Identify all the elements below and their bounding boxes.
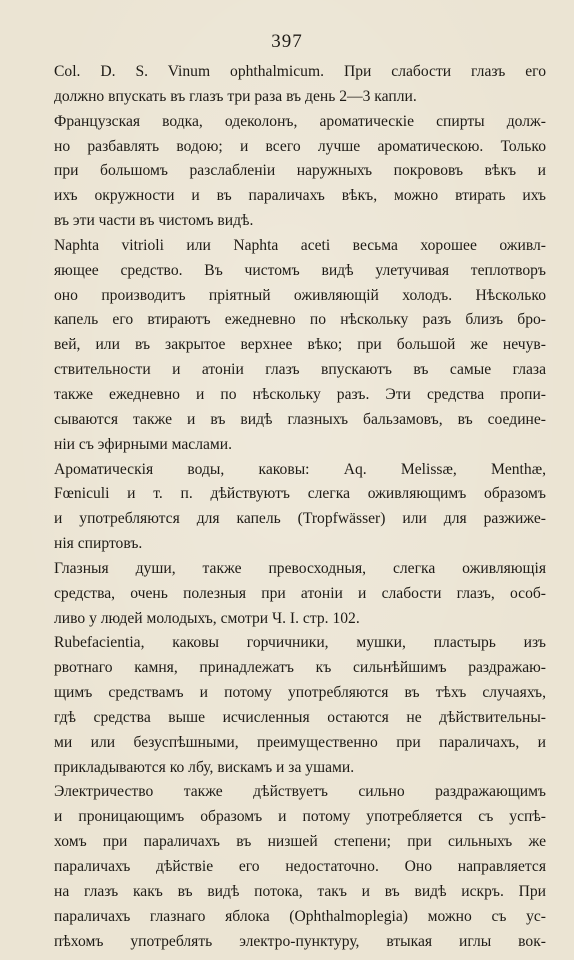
text-line: средства, очень полезныя при атоніи и слабости глазъ, особ- — [54, 584, 546, 602]
text-line: при большомъ разслабленіи наружныхъ покрововъ вѣкъ и — [54, 162, 546, 180]
page-number: 397 — [271, 31, 303, 52]
text-line: щимъ средствамъ и потому употребляются въ тѣхъ случаяхъ, — [54, 684, 546, 702]
text-line: яющее средство. Въ чистомъ видѣ улетучивая теплотворъ — [54, 261, 546, 279]
text-line: на глазъ какъ въ видѣ потока, такъ и въ видѣ искръ. При — [54, 882, 546, 900]
text-line: гдѣ средства выше исчисленныя остаются не дѣйствительны- — [54, 708, 546, 726]
text-line: капель его втираютъ ежедневно по нѣскольку разъ близъ бро- — [54, 311, 546, 329]
text-line: ихъ окружности и въ параличахъ вѣкъ, можно втирать ихъ — [54, 187, 546, 205]
text-line: и употребляются для капель (Tropfwässer) или для разжиже- — [54, 510, 546, 528]
text-line: Rubefacientia, каковы горчичники, мушки, пластырь изъ — [54, 634, 546, 652]
text-line: сываются также и въ видѣ глазныхъ бальзамовъ, въ соедине- — [54, 410, 546, 428]
text-line: Naphta vitrioli или Naphta aceti весьма хорошее оживл- — [54, 236, 546, 254]
text-line: ніи съ эфирными маслами. — [54, 435, 233, 453]
text-line: вей, или въ закрытое верхнее вѣко; при большой же нечув- — [54, 336, 546, 354]
text-line: параличахъ дѣйствіе его недостаточно. Оно направляется — [54, 858, 546, 875]
text-line: ми или безуспѣшными, преимущественно при параличахъ, и — [54, 733, 546, 751]
text-line: ливо у людей молодыхъ, смотри Ч. I. стр. 102. — [54, 609, 360, 627]
text-line: Ароматическія воды, каковы: Aq. Melissæ, Menthæ, — [54, 460, 546, 478]
text-line: прикладываются ко лбу, вискамъ и за ушами. — [54, 758, 355, 776]
text-line: въ эти части въ чистомъ видѣ. — [54, 212, 254, 230]
text-line: рвотнаго камня, принадлежатъ къ сильнѣйшимъ раздражаю- — [54, 659, 546, 677]
text-line: Электричество также дѣйствуетъ сильно раздражающимъ — [54, 783, 546, 801]
text-line: оно производитъ пріятный оживляющій холодъ. Нѣсколько — [54, 286, 546, 304]
text-line: также ежедневно и по нѣскольку разъ. Эти средства пропи- — [54, 385, 546, 403]
text-line: хомъ при параличахъ въ низшей степени; при сильныхъ же — [54, 833, 546, 851]
text-column — [54, 60, 546, 954]
text-line: должно впускать въ глазъ три раза въ день 2—3 капли. — [54, 87, 417, 105]
text-line: параличахъ глазнаго яблока (Ophthalmoplegia) можно съ ус- — [54, 907, 546, 925]
text-line: но разбавлять водою; и всего лучше ароматическою. Только — [54, 137, 546, 155]
text-line: Fœniculi и т. п. дѣйствуютъ слегка оживляющимъ образомъ — [54, 485, 546, 503]
text-line: и проницающимъ образомъ и потому употребляется съ успѣ- — [54, 808, 546, 826]
text-line: нія спиртовъ. — [54, 535, 143, 553]
text-line: пѣхомъ употреблять электро-пунктуру, втыкая иглы вок- — [54, 932, 546, 950]
text-line: Глазныя души, также превосходныя, слегка оживляющія — [54, 559, 546, 577]
text-line: Col. D. S. Vinum ophthalmicum. При слабости глазъ его — [54, 63, 546, 80]
text-line: Французская водка, одеколонъ, ароматическіе спирты долж- — [54, 112, 546, 130]
text-line: ствительности и атоніи глазъ впускаютъ въ самые глаза — [54, 361, 546, 379]
